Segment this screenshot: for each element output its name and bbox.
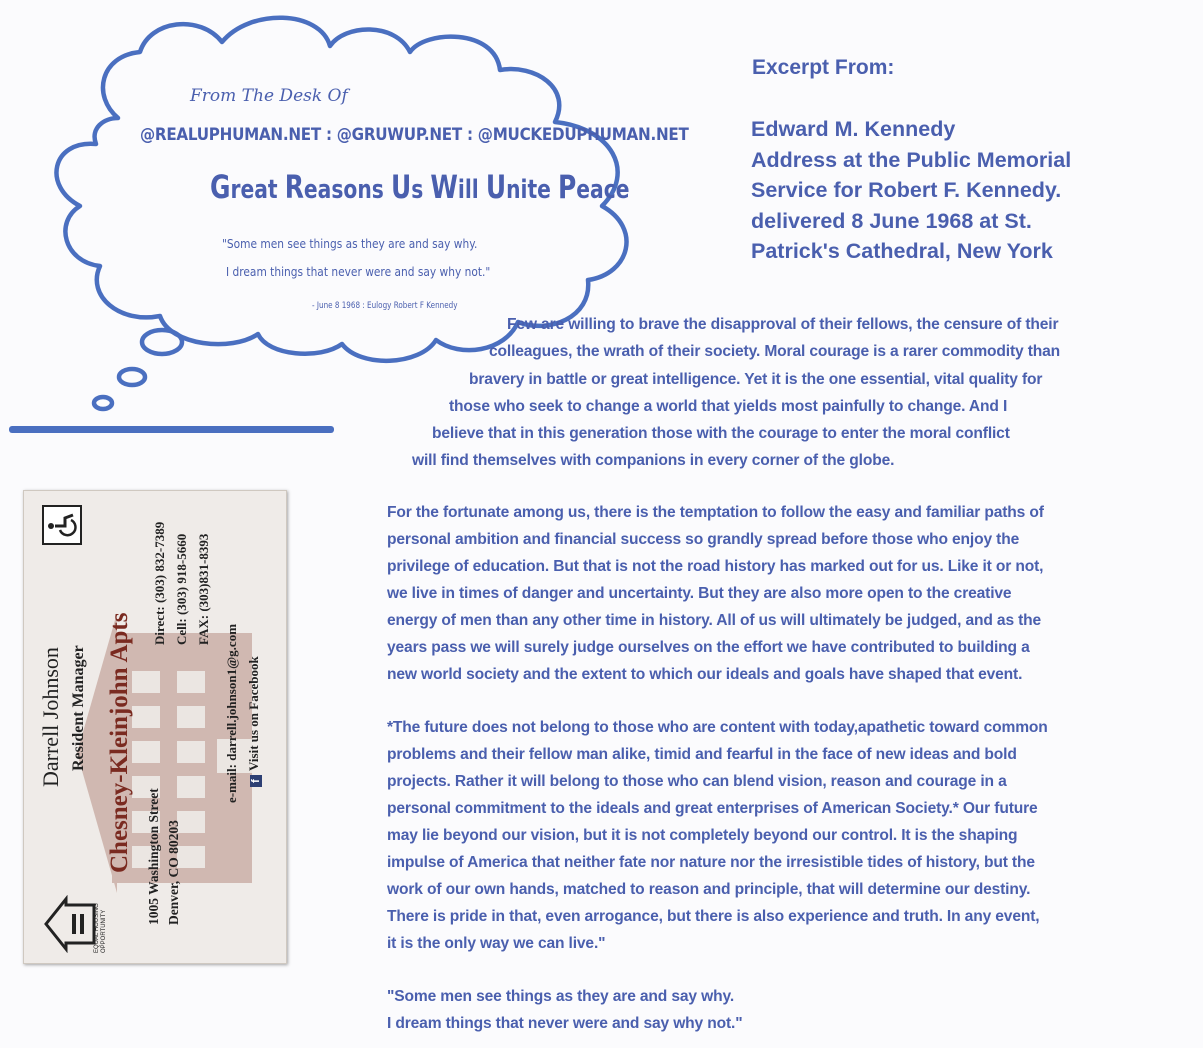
acronym-initial: U: [390, 168, 412, 206]
paragraph-line: personal ambition and financial success so grandly spread before those who enjoy the: [387, 531, 1020, 548]
paragraph-line: There is pride in that, even arrogance, but there is also experience and truth. In any event,: [387, 908, 1040, 925]
business-card: [23, 490, 287, 964]
paragraph-line: problems and their fellow man alike, timid and fearful in the face of new ideas and bold: [387, 746, 1017, 763]
card-property-name: Chesney-Kleinjohn Apts: [106, 612, 133, 873]
domain-list: @REALUPHUMAN.NET : @GRUWUP.NET : @MUCKEDUPHUMAN.NET: [140, 125, 689, 144]
card-address-city: Denver, CO 80203: [166, 820, 181, 925]
card-facebook-text: Visit us on Facebook: [246, 656, 261, 771]
paragraph-line: projects. Rather it will belong to those who can blend vision, reason and courage in a: [387, 773, 1007, 790]
acronym-rest: s: [411, 175, 424, 205]
card-job-title: Resident Manager: [70, 645, 87, 771]
heading-line: Service for Robert F. Kennedy.: [751, 178, 1062, 202]
card-address-street: 1005 Washington Street: [146, 788, 161, 925]
facebook-icon: f: [250, 775, 262, 787]
card-phone-cell: Cell: (303) 918-5660: [174, 533, 189, 645]
paragraph-line: it is the only way we can live.": [387, 935, 606, 952]
acronym-initial: R: [284, 168, 304, 206]
cloud-quote-line: "Some men see things as they are and say why.: [222, 236, 478, 251]
paragraph-line: For the fortunate among us, there is the temptation to follow the easy and familiar paths of: [387, 504, 1044, 521]
card-fax: FAX: (303)831-8393: [196, 533, 211, 645]
acronym-rest: reat: [230, 175, 278, 205]
paragraph-line: personal commitment to the ideals and great enterprises of American Society.* Our future: [387, 800, 1038, 817]
heading-line: Address at the Public Memorial: [751, 147, 1072, 172]
wheelchair-accessible-icon: [42, 505, 82, 545]
paragraph-line: years pass we will surely judge ourselves on the effort we have contributed to building a: [387, 639, 1030, 656]
heading-line: Edward M. Kennedy: [751, 117, 956, 141]
excerpt-from-label: Excerpt From:: [752, 56, 895, 79]
speech-heading: [751, 114, 1071, 267]
paragraph-line: will find themselves with companions in every corner of the globe.: [412, 452, 895, 469]
paragraph-line: work of our own hands, matched to reason and principle, that will determine our destiny.: [387, 881, 1031, 898]
paragraph-line: may lie beyond our vision, but it is not completely beyond our control. It is the shaping: [387, 827, 1018, 844]
cloud-attribution: - June 8 1968 : Eulogy Robert F Kennedy: [312, 301, 458, 311]
card-facebook: [246, 656, 262, 787]
paragraph-line: privilege of education. But that is not the road history has marked out for us. Like it or not,: [387, 558, 1044, 575]
paragraph-line: *The future does not belong to those who are content with today,apathetic toward common: [387, 719, 1048, 736]
paragraph-line: colleagues, the wrath of their society. Moral courage is a rarer commodity than: [489, 343, 1061, 360]
paragraph-line: "Some men see things as they are and say why.: [387, 988, 735, 1005]
paragraph-line: those who seek to change a world that yields most painfully to change. And I: [449, 398, 1008, 415]
acronym-rest: ill: [457, 175, 479, 205]
card-person-name: Darrell Johnson: [38, 647, 63, 787]
acronym-rest: nite: [506, 175, 551, 205]
paragraph-line: believe that in this generation those with the courage to enter the moral conflict: [432, 425, 1010, 442]
paragraph-line: new world society and the extent to which our ideals and goals have shaped that event.: [387, 666, 1023, 683]
acronym-motto: [210, 168, 630, 206]
acronym-rest: easons: [303, 175, 384, 205]
horizontal-divider: [9, 426, 334, 433]
acronym-initial: P: [558, 168, 577, 206]
heading-line: Patrick's Cathedral, New York: [751, 239, 1053, 263]
acronym-initial: G: [210, 168, 231, 206]
desk-of-label: From The Desk Of: [190, 86, 348, 106]
paragraph-line: bravery in battle or great intelligence. Yet it is the one essential, vital quality for: [469, 371, 1043, 388]
paragraph-line: impulse of America that neither fate nor nature nor the irresistible tides of history, but the: [387, 854, 1035, 871]
card-phone-direct: Direct: (303) 832-7389: [152, 521, 167, 645]
acronym-initial: U: [485, 168, 507, 206]
paragraph-line: energy of men than any other time in history. All of us will ultimately be judged, and as the: [387, 612, 1042, 629]
equal-housing-icon: [42, 895, 98, 953]
paragraph-line: we live in times of danger and uncertainty. But they are also more open to the creative: [387, 585, 1012, 602]
equal-housing-text: EQUAL HOUSING OPPORTUNITY: [94, 903, 107, 953]
paragraph-line: Few are willing to brave the disapproval of their fellows, the censure of their: [507, 316, 1059, 333]
card-email: e-mail: darrell.johnson1@g.com: [224, 623, 239, 803]
paragraph-line: I dream things that never were and say why not.": [387, 1015, 743, 1032]
business-card-content: [24, 491, 286, 963]
thought-cloud: [0, 0, 689, 430]
heading-line: delivered 8 June 1968 at St.: [751, 208, 1032, 233]
acronym-initial: W: [430, 168, 458, 206]
cloud-quote-line: I dream things that never were and say why not.": [226, 264, 491, 279]
acronym-rest: eace: [576, 175, 630, 205]
